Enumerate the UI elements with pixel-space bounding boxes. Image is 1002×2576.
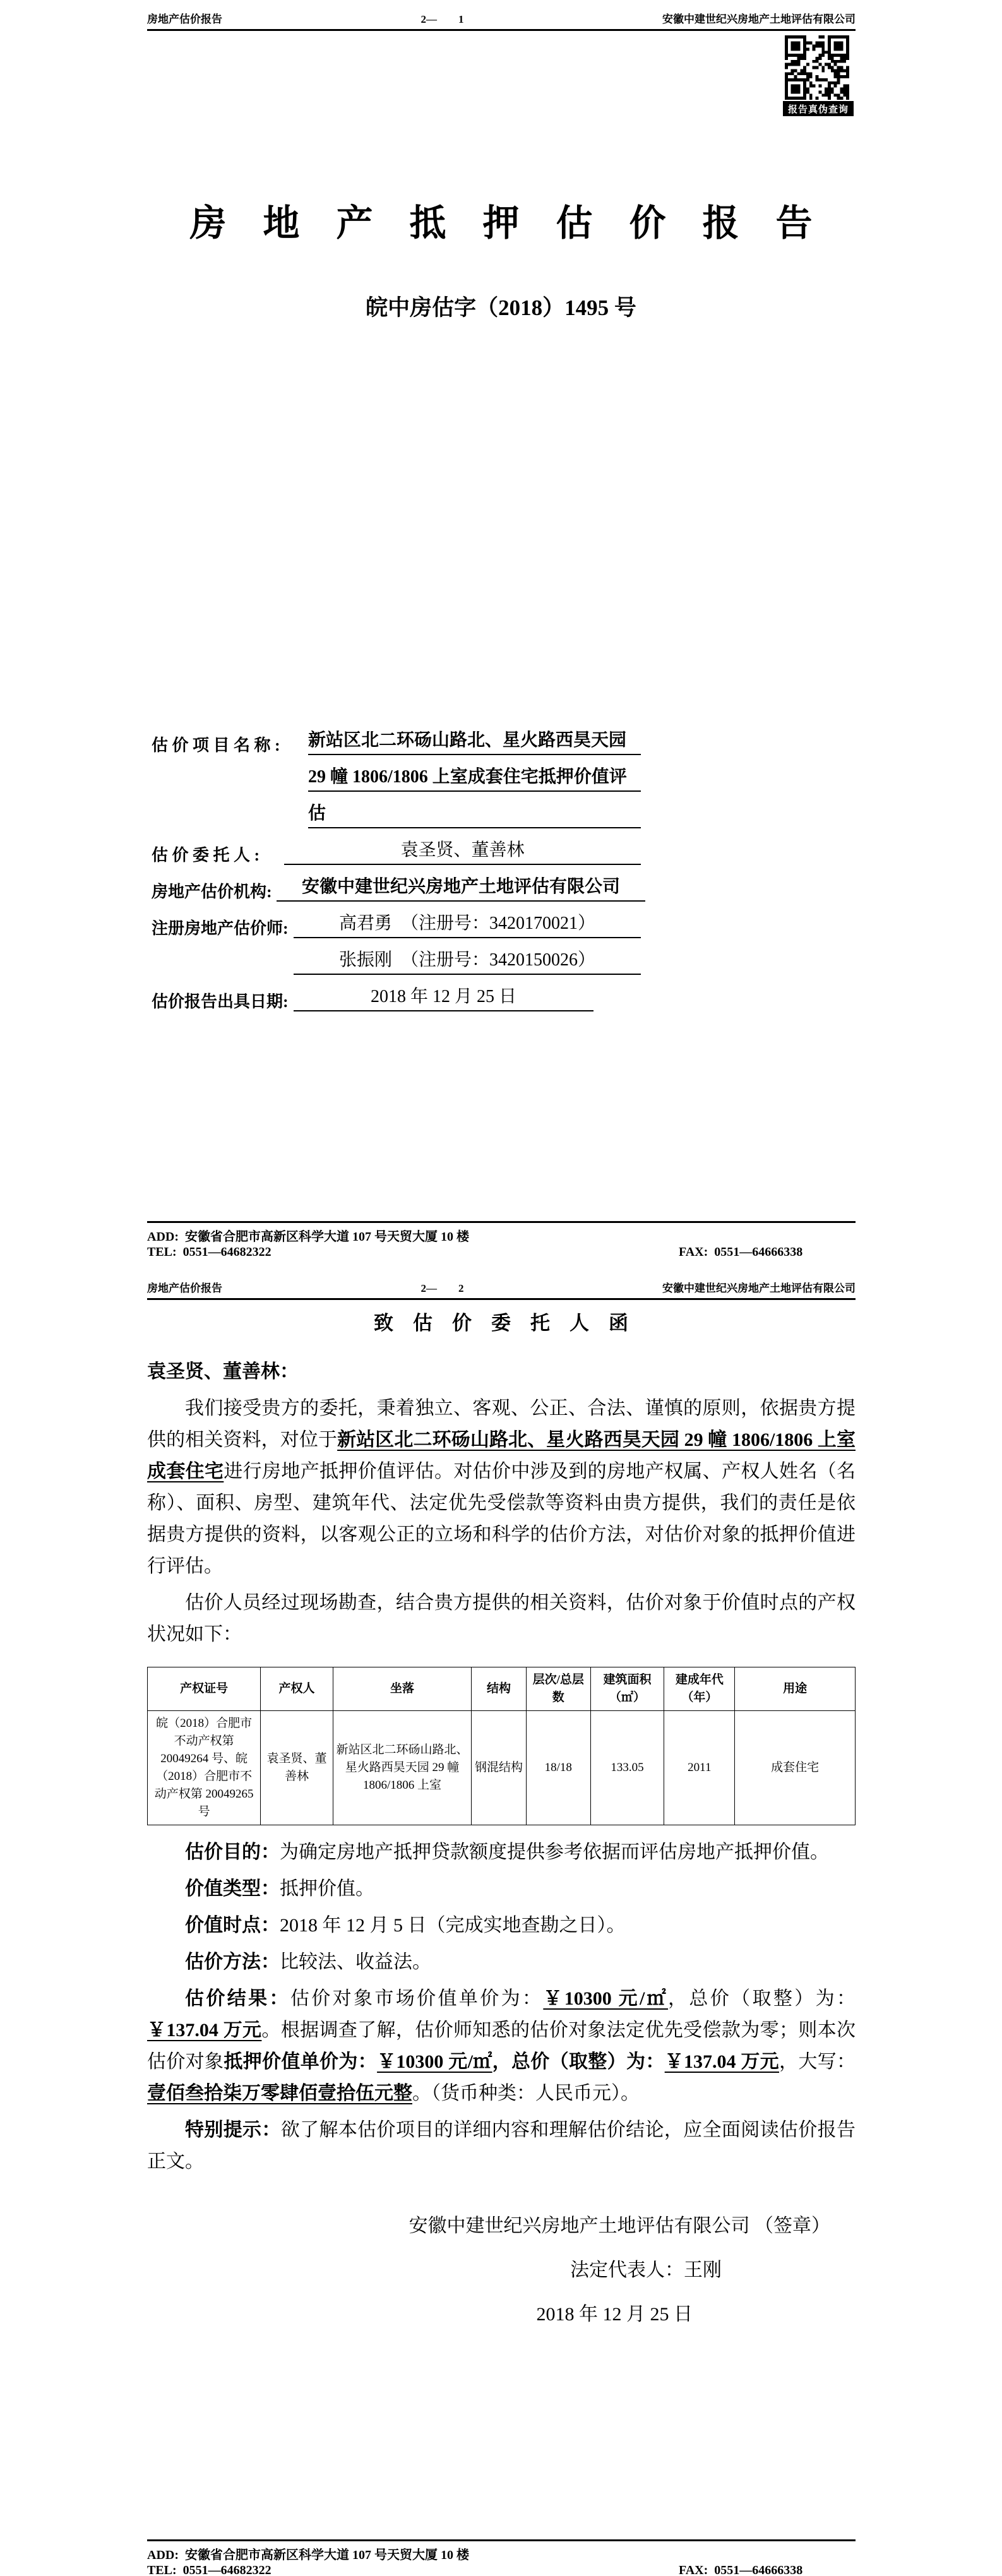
table-row xyxy=(148,1711,856,1825)
header-page-number: 2— 1 xyxy=(420,13,464,25)
issue-date-label: 估价报告出具日期: xyxy=(152,993,289,1011)
footer-rule xyxy=(147,2539,856,2541)
notice-label: 特别提示： xyxy=(185,2120,281,2140)
ownership-status-table xyxy=(147,1667,856,1825)
signature-date: 2018 年 12 月 25 日 xyxy=(536,2304,693,2325)
result-text: ，总价（取整）为： xyxy=(492,2051,665,2072)
agency-label: 房地产估价机构: xyxy=(152,883,272,901)
market-total-price: ￥137.04 万元 xyxy=(147,2020,262,2041)
notice-text: 欲了解本估价项目的详细内容和理解估价结论，应全面阅读估价报告正文。 xyxy=(147,2120,856,2172)
col-header-built-year: 建成年代（年） xyxy=(664,1667,735,1711)
amount-in-words: 壹佰叁拾柒万零肆佰壹拾伍元整 xyxy=(147,2083,412,2104)
agency-value: 安徽中建世纪兴房地产土地评估有限公司 xyxy=(277,873,645,902)
col-header-owner: 产权人 xyxy=(261,1667,333,1711)
appraisal-purpose-line xyxy=(147,1837,856,1868)
footer-telephone: TEL: 0551—64682322 xyxy=(147,2563,271,2576)
footer-fax: FAX: 0551—64666338 xyxy=(679,1245,803,1259)
cell-owner: 袁圣贤、董善林 xyxy=(261,1711,333,1825)
col-header-floor-area: 建筑面积（㎡） xyxy=(590,1667,664,1711)
letter-salutation: 袁圣贤、董善林： xyxy=(147,1361,299,1382)
footer-address: ADD: 安徽省合肥市高新区科学大道 107 号天贸大厦 10 楼 xyxy=(147,1230,469,1244)
header-company-name: 安徽中建世纪兴房地产土地评估有限公司 xyxy=(662,1282,856,1294)
value-date-value: 2018 年 12 月 5 日（完成实地查勘之日）。 xyxy=(280,1915,626,1936)
paragraph-text: 我们接受贵方的委托，秉着独立、客观、公正、合法、谨慎的原则，依据贵方提供的相关资料，对位于 xyxy=(147,1398,856,1450)
cell-floor: 18/18 xyxy=(526,1711,590,1825)
header-rule xyxy=(147,29,856,31)
letter-title: 致 估 价 委 托 人 函 xyxy=(374,1312,628,1334)
result-text: 估价对象市场价值单价为： xyxy=(290,1988,544,2009)
header-company-name: 安徽中建世纪兴房地产土地评估有限公司 xyxy=(662,13,856,25)
header-doc-title: 房地产估价报告 xyxy=(147,13,222,25)
project-name-line3: 估 xyxy=(308,799,641,828)
letter-paragraph-inspection: 估价人员经过现场勘查，结合贵方提供的相关资料，估价对象于价值时点的产权状况如下： xyxy=(147,1592,856,1645)
col-header-floor: 层次/总层数 xyxy=(526,1667,590,1711)
mortgage-total-price: ￥137.04 万元 xyxy=(664,2051,780,2072)
result-text: 。根据调查了解，估价师知悉的估价对象法定优先受偿款为零；则本次估价对象 xyxy=(147,2020,856,2072)
footer-fax: FAX: 0551—64666338 xyxy=(679,2563,803,2576)
result-text: ，总价（取整）为： xyxy=(668,1988,856,2009)
footer-rule xyxy=(147,1221,856,1223)
header-page-number: 2— 2 xyxy=(420,1282,464,1294)
appraiser-line2: 张振刚 （注册号：3420150026） xyxy=(294,946,641,975)
market-unit-price: ￥10300 元/㎡ xyxy=(543,1988,669,2009)
value-type-label: 价值类型： xyxy=(185,1878,280,1899)
signature-company: 安徽中建世纪兴房地产土地评估有限公司 （签章） xyxy=(409,2215,830,2236)
report-cover-page xyxy=(0,0,1002,1269)
col-header-use: 用途 xyxy=(735,1667,856,1711)
header-rule xyxy=(147,1298,856,1300)
mortgage-price-lead: 抵押价值单价为： xyxy=(224,2051,378,2072)
letter-paragraph-commission xyxy=(147,1393,856,1582)
page-header xyxy=(147,1279,856,1295)
subject-property-name: 新站区北二环砀山路北、星火路西昊天园 29 幢 1806/1806 上室成套住宅 xyxy=(147,1429,856,1482)
project-name-label: 估 价 项 目 名 称 : xyxy=(152,736,280,754)
method-line xyxy=(147,1947,856,1978)
footer-address: ADD: 安徽省合肥市高新区科学大道 107 号天贸大厦 10 楼 xyxy=(147,2548,469,2562)
value-type-value: 抵押价值。 xyxy=(280,1878,374,1899)
col-header-location: 坐落 xyxy=(333,1667,472,1711)
report-title: 房 地 产 抵 押 估 价 报 告 xyxy=(189,203,813,244)
purpose-value: 为确定房地产抵押贷款额度提供参考依据而评估房地产抵押价值。 xyxy=(280,1842,829,1863)
header-doc-title: 房地产估价报告 xyxy=(147,1282,222,1294)
cell-built-year: 2011 xyxy=(664,1711,735,1825)
signature-legal-representative: 法定代表人：王刚 xyxy=(570,2260,722,2281)
table-header-row xyxy=(148,1667,856,1711)
letter-to-client-page xyxy=(0,1269,1002,2576)
value-date-line xyxy=(147,1910,856,1941)
value-type-line xyxy=(147,1873,856,1905)
cell-floor-area: 133.05 xyxy=(590,1711,664,1825)
footer-telephone: TEL: 0551—64682322 xyxy=(147,1245,271,1259)
qr-caption: 报告真伪查询 xyxy=(783,101,854,116)
appraiser-label: 注册房地产估价师: xyxy=(152,919,289,938)
qr-code xyxy=(785,35,849,100)
cell-use: 成套住宅 xyxy=(735,1711,856,1825)
appraiser-line1: 高君勇 （注册号：3420170021） xyxy=(294,909,641,938)
project-name-line1: 新站区北二环砀山路北、星火路西昊天园 xyxy=(308,726,641,755)
method-label: 估价方法： xyxy=(185,1952,280,1972)
method-value: 比较法、收益法。 xyxy=(280,1952,431,1972)
cell-location: 新站区北二环砀山路北、星火路西昊天园 29 幢 1806/1806 上室 xyxy=(333,1711,472,1825)
project-name-line2: 29 幢 1806/1806 上室成套住宅抵押价值评 xyxy=(308,763,641,792)
col-header-structure: 结构 xyxy=(472,1667,526,1711)
mortgage-unit-price: ￥10300 元/㎡ xyxy=(377,2051,492,2072)
special-notice-paragraph xyxy=(147,2114,856,2178)
page-header xyxy=(147,10,856,26)
paragraph-text: 进行房地产抵押价值评估。对估价中涉及到的房地产权属、产权人姓名（名称）、面积、房型、建筑年代、法定优先受偿款等资料由贵方提供，我们的责任是依据贵方提供的资料，以客观公正的立场和科学的估价方法，对估价对象的抵押价值进行评估。 xyxy=(147,1461,856,1577)
letter-body xyxy=(147,1356,856,2330)
cell-structure: 钢混结构 xyxy=(472,1711,526,1825)
result-label: 估价结果： xyxy=(185,1988,290,2009)
result-text: 。（货币种类：人民币元）。 xyxy=(412,2083,640,2104)
appraisal-result-paragraph xyxy=(147,1983,856,2109)
value-date-label: 价值时点： xyxy=(185,1915,280,1936)
issue-date-value: 2018 年 12 月 25 日 xyxy=(294,982,593,1011)
client-value: 袁圣贤、董善林 xyxy=(284,836,641,865)
purpose-label: 估价目的： xyxy=(185,1842,280,1863)
client-label: 估 价 委 托 人 : xyxy=(152,846,260,864)
report-number: 皖中房估字（2018）1495 号 xyxy=(366,295,636,320)
col-header-certificate-no: 产权证号 xyxy=(148,1667,261,1711)
result-text: ，大写： xyxy=(779,2051,856,2072)
cell-certificate-no: 皖（2018）合肥市不动产权第 20049264 号、皖（2018）合肥市不动产权第 20049265 号 xyxy=(148,1711,261,1825)
